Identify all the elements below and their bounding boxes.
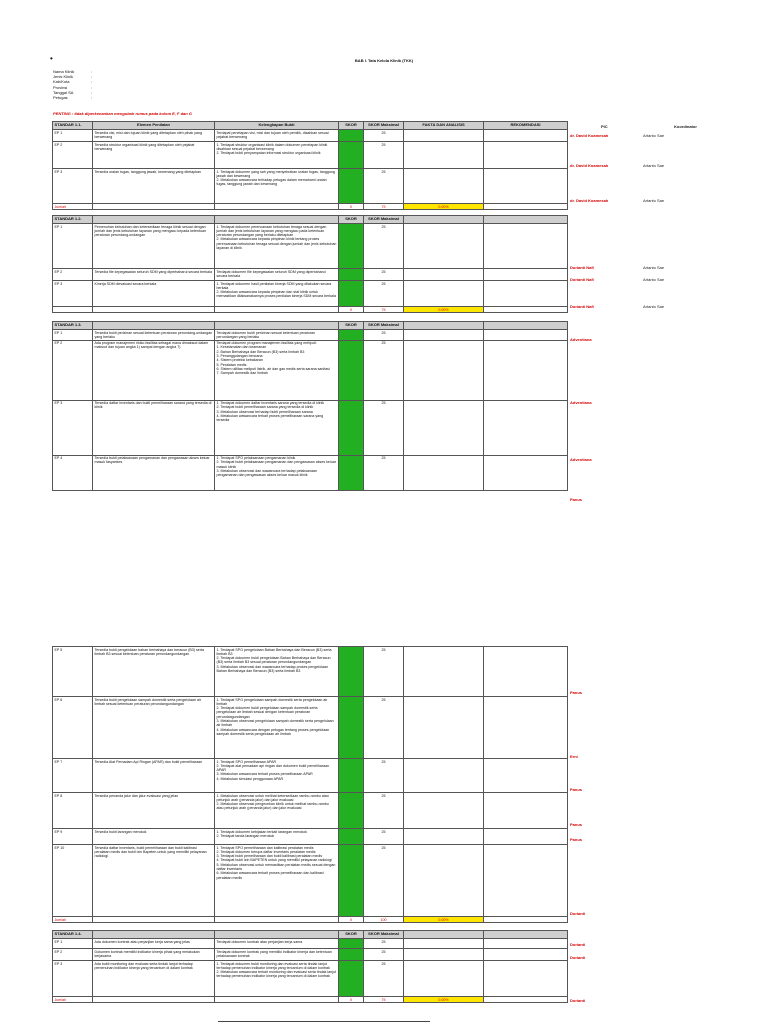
fakta-cell[interactable] [404,169,484,204]
standard-1-3-table [52,321,568,491]
rekomendasi-cell[interactable] [484,845,568,917]
standard-label: STANDAR 1.3. [53,322,93,330]
elemen-cell: Tersedia bukti perizinan sesuai ketentuan peraturan perundang-undangan yang berlaku [93,330,215,341]
meta-label: Petugas [53,95,68,101]
sum-row [53,997,568,1003]
col-skor-max: SKOR Maksimal [364,931,404,939]
bukti-cell: Terdapat dokumen kontrak yang memiliki indikator kinerja dan ketentuan pelaksanaan kontrak [215,949,339,961]
score-input[interactable] [339,939,364,949]
table-row [53,793,568,829]
fakta-cell[interactable] [404,793,484,829]
clinic-info [53,69,92,100]
bukti-cell: 1. Terdapat SPO pemeliharaan dan kalibrasi peralatan medis 2. Terdapat dokumen berupa daftar inventaris peralatan medis 3. Terdapat bukti pemeliharaan dan bukti kalibrasi peralatan medis 4. Terdapat bukti izin BAPETEN untuk yang memiliki pelayanan radiologi 5. Melakukan observasi untuk memastikan peralatan medis sesuai dengan daftar inventaris 6. Melakukan wawancara terkait proses pemeliharaan dan kalibrasi peralatan medis [215,845,339,917]
meta-value[interactable]: : [91,84,93,90]
sum-label: Jumlah [53,204,93,210]
table-row [53,130,568,142]
sum-score: 0 [339,204,364,210]
pic-name: Panus [570,497,583,502]
ep-cell: EP 2 [53,949,93,961]
max-score-cell: 25 [364,130,404,142]
bullet-mark: • [50,54,53,63]
table-row [53,829,568,845]
bukti-cell: Terdapat penetapan visi, misi dan tujuan oleh pemilik, disahkan sesuai pejabat berwenang [215,130,339,142]
standard-label: STANDAR 1.2. [53,216,93,224]
pic-name: Adventiana [570,400,592,405]
fakta-cell[interactable] [404,939,484,949]
meta-value[interactable]: : [91,69,93,74]
fakta-cell[interactable] [404,845,484,917]
pic-name: Panus [570,690,583,695]
ep-cell: EP 3 [53,169,93,204]
sum-label: Jumlah [53,997,93,1003]
ep-cell: EP 8 [53,793,93,829]
max-score-cell: 25 [364,793,404,829]
pic-name: Dorianti [570,955,586,960]
col-fakta: FAKTA DAN ANALISIS [404,122,484,130]
table-row [53,961,568,997]
bukti-cell: Terdapat dokumen kontrak atau perjanjian kerja sama [215,939,339,949]
pic-name: Erni [570,754,578,759]
coordinator-header: Koordinator [674,124,697,129]
fakta-cell[interactable] [404,961,484,997]
meta-label: Tanggal SA [53,89,74,95]
pic-name: dr. David Koamesah [570,198,609,203]
ep-cell: EP 2 [53,340,93,400]
warning-note: PENTING : tidak diperkenankan mengubah rumus pada kolom E, F dan G [53,111,192,116]
ep-cell: EP 1 [53,130,93,142]
meta-value[interactable]: : [91,74,93,80]
ep-cell: EP 2 [53,142,93,169]
max-score-cell: 25 [364,142,404,169]
sum-label: Jumlah [53,917,93,923]
rekomendasi-cell[interactable] [484,400,568,455]
meta-value[interactable]: : [91,79,93,85]
col-skor: SKOR [339,931,364,939]
fakta-cell[interactable] [404,269,484,281]
score-input[interactable] [339,647,364,697]
fakta-cell[interactable] [404,759,484,793]
pic-name: dr. David Koamesah [570,133,609,138]
score-input[interactable] [339,269,364,281]
ep-cell: EP 7 [53,759,93,793]
table-row [53,281,568,307]
table-row [53,455,568,490]
elemen-cell: Tersedia bukti pengelolaan sampah domestik serta pengelolaan air limbah sesuai ketentuan peraturan perundangundangan [93,697,215,759]
pic-name: Dorianti [570,911,586,916]
table-row [53,845,568,917]
col-skor: SKOR [339,122,364,130]
elemen-cell: Ada program manajemen risiko fasilitas sebagai mana dimaksud dalam maksud dan tujuan angka 1) sampai dengan angka 7) [93,340,215,400]
table-row [53,330,568,341]
max-score-cell: 25 [364,269,404,281]
sum-max: 75 [364,997,404,1003]
score-input[interactable] [339,697,364,759]
table-row [53,759,568,793]
elemen-cell: Tersedia penanda jalur dan jalur evakuasi yang jelas [93,793,215,829]
rekomendasi-cell[interactable] [484,224,568,269]
fakta-cell[interactable] [404,400,484,455]
rekomendasi-cell[interactable] [484,697,568,759]
meta-label: Kab/Kota [53,79,70,85]
max-score-cell: 25 [364,224,404,269]
score-input[interactable] [339,340,364,400]
rekomendasi-cell[interactable] [484,281,568,307]
max-score-cell: 25 [364,400,404,455]
bukti-cell: 1. Terdapat SPO pemeliharaan APAR 2. Terdapat alat pemadam api ringan dan dokumen bukti pemeliharaan APAR 3. Melakukan wawancara terkait proses pemeliharaan APAR 4. Melakukan simulasi penggunaan APAR [215,759,339,793]
bukti-cell: Terdapat dokumen bukti perizinan sesuai ketentuan peraturan perundangan yang berlaku [215,330,339,341]
fakta-cell[interactable] [404,330,484,341]
officer-row [53,95,92,100]
elemen-cell: Tersedia file kepegawaian seluruh SDM yang diperbaharui secara berkala [93,269,215,281]
rekomendasi-cell[interactable] [484,169,568,204]
fakta-cell[interactable] [404,647,484,697]
standard-label: STANDAR 1.4. [53,931,93,939]
bukti-cell: 1. Terdapat dokumen bukti monitoring dan evaluasi serta tindak lanjut terhadap pemenuhan indikator kinerja yang tercantum di dalam kontrak 2. Melakukan wawancara terkait monitoring dan evaluasi serta tindak lanjut terhadap pemenuhan indikator kinerja yang tercantum di dalam kontrak [215,961,339,997]
pic-name: Dorianti Nafi [570,277,594,282]
rekomendasi-cell[interactable] [484,793,568,829]
score-input[interactable] [339,142,364,169]
ep-cell: EP 3 [53,961,93,997]
table-row [53,142,568,169]
max-score-cell: 25 [364,961,404,997]
bukti-cell: 1. Melakukan observasi untuk melihat ketersediaan rambu-rambu atau petunjuk arah (penanda jalur) dan jalur evakuasi 2. Melakukan observasi pengecekan klinik untuk melihat rambu-rambu atau petunjuk arah (penanda jalur) dan jalur evakuasi [215,793,339,829]
rekomendasi-cell[interactable] [484,949,568,961]
coordinator-name: Artanto Sae [643,163,665,168]
fakta-cell[interactable] [404,455,484,490]
meta-label: Jenis Klinik [53,74,74,80]
sum-max: 100 [364,917,404,923]
ep-cell: EP 6 [53,697,93,759]
ep-cell: EP 1 [53,224,93,269]
sum-row [53,307,568,313]
elemen-cell: Tersedia bukti larangan merokok [93,829,215,845]
meta-label: Nama Klinik [53,69,75,74]
pic-name: Adventiana [570,457,592,462]
ep-cell: EP 4 [53,455,93,490]
score-input[interactable] [339,130,364,142]
col-skor-max: SKOR Maksimal [364,322,404,330]
sum-max: 75 [364,307,404,313]
ep-cell: EP 2 [53,269,93,281]
pic-name: Dorianti [570,942,586,947]
table-row [53,697,568,759]
ep-cell: EP 3 [53,281,93,307]
max-score-cell: 25 [364,340,404,400]
elemen-cell: Tersedia bukti pengelolaan bahan berbahaya dan beracun (B3) serta limbah B3 sesuai ketentuan peraturan perundangundangan [93,647,215,697]
score-input[interactable] [339,845,364,917]
rekomendasi-cell[interactable] [484,829,568,845]
pic-name: Panus [570,822,583,827]
ep-cell: EP 1 [53,330,93,341]
score-input[interactable] [339,400,364,455]
pic-name: Dorianti Nafi [570,304,594,309]
sum-row [53,204,568,210]
coordinator-name: Artanto Sae [643,304,665,309]
pic-name: Adventiana [570,337,592,342]
table-row [53,224,568,269]
fakta-cell[interactable] [404,281,484,307]
ep-cell: EP 3 [53,400,93,455]
standard-1-2-table [52,215,568,313]
bukti-cell: 1. Terdapat SPO pelaksanaan pengamanan klinik 2. Terdapat bukti pelaksanaan pengamanan dan pengawasan akses keluar masuk klinik 3. Melakukan observasi dan wawancara terhadap pelaksanaan pengamanan dan pengawasan akses keluar masuk klinik [215,455,339,490]
pic-header: PIC [601,124,608,129]
pic-name: Panus [570,837,583,842]
meta-label: Provinsi [53,84,68,90]
fakta-cell[interactable] [404,130,484,142]
max-score-cell: 25 [364,845,404,917]
bukti-cell: 1. Terdapat dokumen yang sah yang menyebutkan uraian tugas, tanggung jawab dan kewenang 2. Melakukan wawancara terhadap petugas dalam memahami uraian tugas, tanggung jawab dan kewenang [215,169,339,204]
table-row [53,269,568,281]
elemen-cell: Tersedia bukti pelaksanaan pengamanan dan pengawasan akses keluar masuk fasyankes [93,455,215,490]
elemen-cell: Pemenuhan kebutuhan dan ketersediaan tenaga klinik sesuai dengan jumlah dan jenis kebutuhan layanan yang mengacu kepada ketentuan peraturan perundang-undangan [93,224,215,269]
score-input[interactable] [339,759,364,793]
rekomendasi-cell[interactable] [484,939,568,949]
elemen-cell: Ada dokumen kontrak atau perjanjian kerja sama yang jelas [93,939,215,949]
sum-percent: 0.00% [404,917,484,923]
bukti-cell: 1. Terdapat SPO pengelolaan sampah domestik serta pengelolaan air limbah 2. Terdapat dokumen bukti pengelolaan sampah domestik serta pengelolaan air limbah sesuai dengan ketentuan peraturan perundangundangan 3. Melakukan observasi pengelolaan sampah domestik serta pengelolaan air limbah 4. Melakukan wawancara dengan petugas tentang proses pengelolaan sampah domestik serta pengelolaan air limbah [215,697,339,759]
score-input[interactable] [339,169,364,204]
ep-cell: EP 10 [53,845,93,917]
rekomendasi-cell[interactable] [484,455,568,490]
score-input[interactable] [339,961,364,997]
ep-cell: EP 9 [53,829,93,845]
bukti-cell: Terdapat dokumen program manajemen fasilitas yang meliputi: 1. Keselamatan dan keamanan 2. Bahan Berbahaya dan Beracun (B3) serta limbah B3 3. Penanggulangan bencana 4. Sistem proteksi kebakaran 5. Peralatan medis 6. Sistem utilitas meliputi listrik, air dan gas medis serta sarana sanitasi 7. Sampah domestik dan limbah [215,340,339,400]
fakta-cell[interactable] [404,340,484,400]
table-header [53,216,568,224]
elemen-cell: Tersedia Alat Pemadam Api Ringan (APAR) dan bukti pemeliharaan [93,759,215,793]
table-header [53,122,568,130]
pic-name: Dorianti [570,998,586,1003]
elemen-cell: Tersedia daftar inventaris, bukti pemeliharaan dan bukti kalibrasi peralatan medis dan bukti izin Bapeten untuk yang memiliki pelayanan radiologi [93,845,215,917]
meta-value[interactable]: : [91,95,93,101]
fakta-cell[interactable] [404,224,484,269]
rekomendasi-cell[interactable] [484,961,568,997]
rekomendasi-cell[interactable] [484,759,568,793]
table-row [53,949,568,961]
table-header [53,322,568,330]
max-score-cell: 25 [364,829,404,845]
page-bottom-rule [218,1021,430,1022]
elemen-cell: Tersedia uraian tugas, tanggung jawab, kewenang yang ditetapkan [93,169,215,204]
standard-label: STANDAR 1.1. [53,122,93,130]
sum-max: 75 [364,204,404,210]
table-row [53,169,568,204]
sum-score: 0 [339,307,364,313]
coordinator-name: Artanto Sae [643,198,665,203]
score-input[interactable] [339,330,364,341]
rekomendasi-cell[interactable] [484,130,568,142]
ep-cell: EP 1 [53,939,93,949]
fakta-cell[interactable] [404,142,484,169]
bukti-cell: 1. Terdapat dokumen perencanaan kebutuhan tenaga sesuai dengan jumlah dan jenis kebutuhan layanan yang mengacu pada ketentuan peraturan perundangan yang berlaku ditetapkan 2. Melakukan wawancara kepada pimpinan klinik tentang proses perencanaan kebutuhan tenaga sesuai dengan jumlah dan jenis kebutuhan layanan di klinik [215,224,339,269]
rekomendasi-cell[interactable] [484,647,568,697]
max-score-cell: 25 [364,281,404,307]
elemen-cell: Tersedia struktur organisasi klinik yang ditetapkan oleh pejabat berwenang [93,142,215,169]
fakta-cell[interactable] [404,949,484,961]
coordinator-name: Artanto Sae [643,277,665,282]
bukti-cell: 1. Terdapat SPO pengelolaan Bahan Berbahaya dan Beracun (B3) serta limbah B3 2. Terdapat dokumen bukti pengelolaan Bahan Berbahaya dan Beracun (B3) serta limbah B3 sesuai peraturan perundangundangan 3. Melakukan observasi dan wawancara terhadap proses pengelolaan Bahan Berbahaya dan Beracun (B3) serta limbah B3 [215,647,339,697]
bukti-cell: 1. Terdapat dokumen daftar inventaris sarana yang tersedia di klinik 2. Terdapat bukti pemeliharaan sarana yang tersedia di klinik 3. Melakukan observasi terhadap bukti pemeliharaan sarana 4. Melakukan wawancara terkait proses pemeliharaan sarana yang tersedia [215,400,339,455]
max-score-cell: 25 [364,455,404,490]
bukti-cell: 1. Terdapat dokumen kebijakan terkait larangan merokok 2. Terdapat tanda larangan merokok [215,829,339,845]
max-score-cell: 25 [364,697,404,759]
bukti-cell: 1. Terdapat dokumen hasil penilaian kinerja SDM yang dilakukan secara berkala 2. Melakukan wawancara kepada pimpinan dan staf klinik untuk memastikan dilaksanakannya proses penilaian kinerja SDM secara berkala [215,281,339,307]
score-input[interactable] [339,224,364,269]
max-score-cell: 25 [364,939,404,949]
elemen-cell: Kinerja SDM dievaluasi secara berkala [93,281,215,307]
table-row [53,939,568,949]
col-skor: SKOR [339,322,364,330]
rekomendasi-cell[interactable] [484,142,568,169]
elemen-cell: Tersedia daftar inventaris dan bukti pemeliharaan sarana yang tersedia di klinik [93,400,215,455]
elemen-cell: Dokumen kontrak memiliki indikator kinerja pihak yang melakukan kerjasama [93,949,215,961]
pic-name: Dorianti Nafi [570,265,594,270]
table-header [53,931,568,939]
max-score-cell: 25 [364,169,404,204]
max-score-cell: 25 [364,949,404,961]
table-row [53,400,568,455]
document-title: BAB I. Tata Kelola Klinik (TKK) [354,58,414,63]
elemen-cell: Tersedia visi, misi dan tujuan klinik yang ditetapkan oleh pihak yang berwenang [93,130,215,142]
rekomendasi-cell[interactable] [484,330,568,341]
sum-row [53,917,568,923]
score-input[interactable] [339,949,364,961]
sum-percent: 0.00% [404,204,484,210]
meta-value[interactable]: : [91,89,93,95]
col-skor-max: SKOR Maksimal [364,122,404,130]
standard-1-4-table [52,930,568,1003]
max-score-cell: 25 [364,759,404,793]
col-elemen: Elemen Penilaian [93,122,215,130]
pic-name: Panus [570,787,583,792]
elemen-cell: Ada bukti monitoring dan evaluasi serta tindak lanjut terhadap pemenuhan indikator kinerja yang tercantum di dalam kontrak [93,961,215,997]
score-input[interactable] [339,281,364,307]
table-row [53,647,568,697]
coordinator-name: Artanto Sae [643,265,665,270]
rekomendasi-cell[interactable] [484,269,568,281]
bukti-cell: Terdapat dokumen file kepegawaian seluruh SDM yang diperbaharui secara berkala [215,269,339,281]
score-input[interactable] [339,793,364,829]
coordinator-name: Artanto Sae [643,133,665,138]
col-rekomendasi: REKOMENDASI [484,122,568,130]
ep-cell: EP 5 [53,647,93,697]
sum-score: 0 [339,997,364,1003]
standard-1-3-continued-table [52,646,568,923]
max-score-cell: 25 [364,330,404,341]
score-input[interactable] [339,455,364,490]
col-skor: SKOR [339,216,364,224]
bukti-cell: 1. Terdapat struktur organisasi klinik dalam dokumen penetapan klinik disahkan sesuai pejabat berwenang 2. Terdapat bukti penyampaian informasi struktur organisasi klinik [215,142,339,169]
rekomendasi-cell[interactable] [484,340,568,400]
pic-name: dr. David Koamesah [570,163,609,168]
col-bukti: Kelengkapan Bukti [215,122,339,130]
fakta-cell[interactable] [404,829,484,845]
table-row [53,340,568,400]
max-score-cell: 25 [364,647,404,697]
standard-1-1-table [52,121,568,210]
sum-percent: 0.00% [404,997,484,1003]
fakta-cell[interactable] [404,697,484,759]
sum-percent: 0.00% [404,307,484,313]
score-input[interactable] [339,829,364,845]
sum-score: 0 [339,917,364,923]
col-skor-max: SKOR Maksimal [364,216,404,224]
